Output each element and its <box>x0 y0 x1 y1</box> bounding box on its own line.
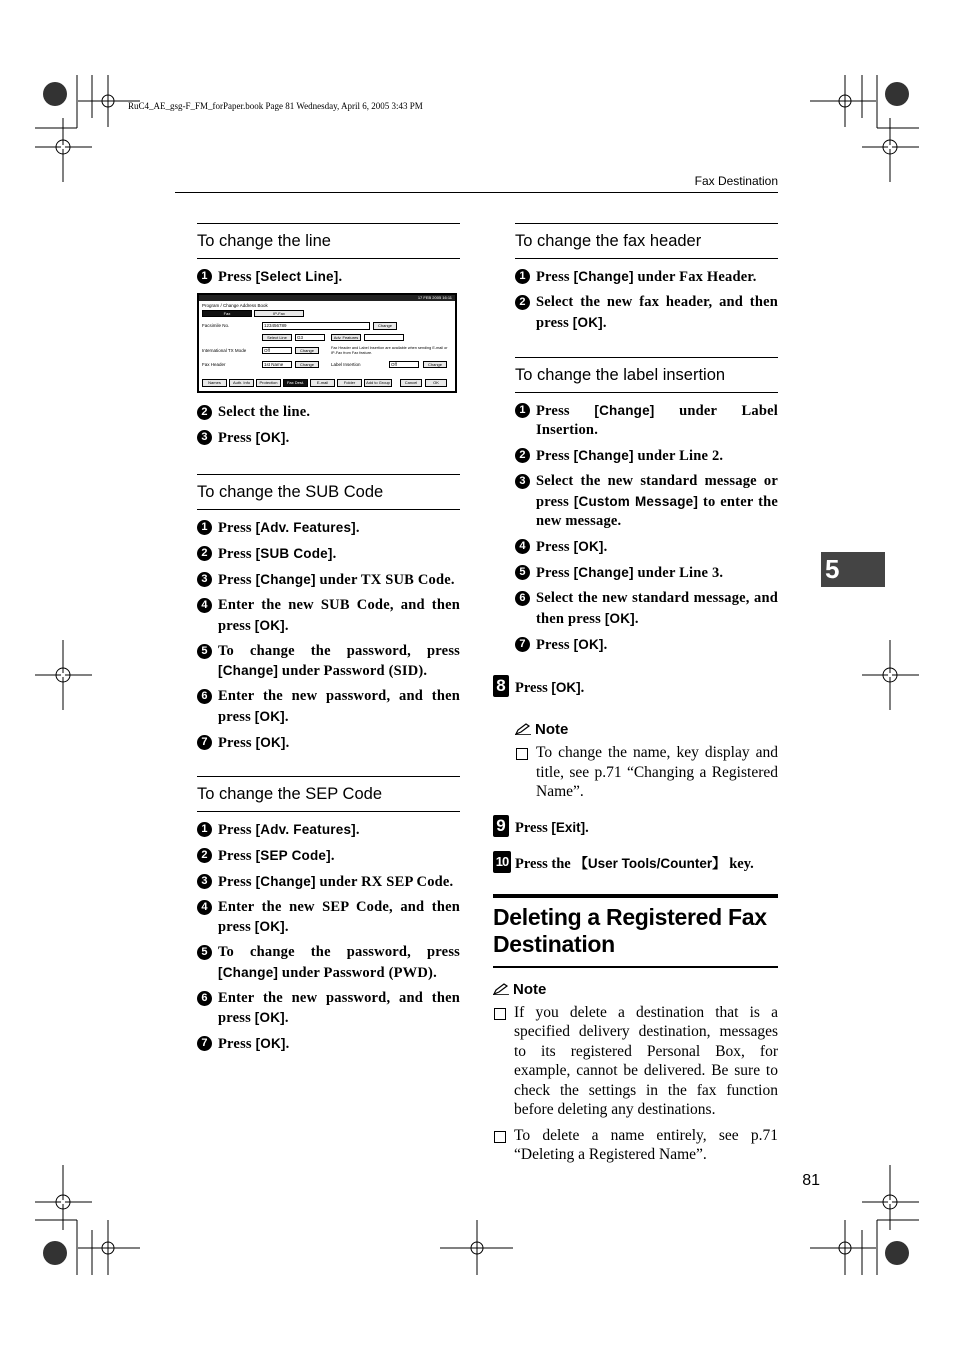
step-header-2: 2 Select the new fax header, and then press [OK]. <box>515 293 778 333</box>
screen-select-line-button[interactable]: Select Line <box>262 334 292 341</box>
screen-status-bar: 17 FEB 2005 16:11 <box>199 295 455 301</box>
right-column-main <box>493 678 778 1165</box>
step-press-ok: 3 Press [OK]. <box>197 428 460 449</box>
screen-fax-header-label: Fax Header <box>202 362 226 367</box>
section-title-label-insertion: To change the label insertion <box>515 357 778 393</box>
screen-tab-auth-info[interactable]: Auth. Info <box>229 379 254 387</box>
step-10: 10 Press the 【User Tools/Counter】 key. <box>493 854 778 874</box>
step-sep-3: 3 Press [Change] under RX SEP Code. <box>197 872 460 893</box>
chapter-tab: 5 <box>821 552 885 587</box>
screen-intl-label: International TX Mode <box>202 348 247 353</box>
step-sub-2: 2 Press [SUB Code]. <box>197 544 460 565</box>
step-label-7: 7 Press [OK]. <box>515 635 778 656</box>
step-9: 9 Press [Exit]. <box>493 818 778 838</box>
change-address-book-screenshot <box>197 293 457 393</box>
screen-adv-features-button[interactable]: Adv. Features <box>331 334 361 341</box>
step-press-select-line: 1 Press [Select Line]. <box>197 267 460 288</box>
screen-change-button[interactable]: Change <box>373 322 397 330</box>
screen-intl-change-button[interactable]: Change <box>295 347 319 354</box>
checkbox-bullet-icon <box>494 1131 506 1143</box>
note-name-change <box>515 720 778 802</box>
step-sep-7: 7 Press [OK]. <box>197 1034 460 1055</box>
step-sub-3: 3 Press [Change] under TX SUB Code. <box>197 570 460 591</box>
section-title-line: To change the line <box>197 223 460 259</box>
pencil-icon <box>493 983 509 995</box>
step-sub-5: 5 To change the password, press [Change] under Password (SID). <box>197 642 460 682</box>
step-sep-5: 5 To change the password, press [Change] under Password (PWD). <box>197 943 460 983</box>
screen-label-insertion-value: Off <box>389 361 419 368</box>
step-sub-1: 1 Press [Adv. Features]. <box>197 518 460 539</box>
screen-fax-no-label: Facsimile No. <box>202 323 230 328</box>
screen-ok-button[interactable]: OK <box>425 379 447 387</box>
step-sep-4: 4 Enter the new SEP Code, and then press [OK]. <box>197 898 460 938</box>
screen-fax-no-field[interactable]: 123456789 <box>262 322 370 330</box>
pencil-icon <box>515 723 531 735</box>
checkbox-bullet-icon <box>516 748 528 760</box>
step-label-1: 1 Press [Change] under Label Insertion. <box>515 401 778 441</box>
screen-tab-folder[interactable]: Folder <box>337 379 362 387</box>
book-info: RuC4_AE_gsg-F_FM_forPaper.book Page 81 Wednesday, April 6, 2005 3:43 PM <box>128 101 423 111</box>
left-column <box>197 223 460 1060</box>
section-title-fax-header: To change the fax header <box>515 223 778 259</box>
step-8: 8 Press [OK]. <box>493 678 778 698</box>
section-title-sep-code: To change the SEP Code <box>197 776 460 812</box>
screen-tab-ipfax[interactable]: IP-Fax <box>254 310 304 317</box>
step-sub-6: 6 Enter the new password, and then press [OK]. <box>197 687 460 727</box>
step-sep-1: 1 Press [Adv. Features]. <box>197 820 460 841</box>
screen-tab-fax[interactable]: Fax <box>202 310 252 317</box>
note-item: To change the name, key display and title, see p.71 “Changing a Registered Name”. <box>515 743 778 802</box>
step-label-5: 5 Press [Change] under Line 3. <box>515 563 778 584</box>
screen-label-insertion-label: Label Insertion <box>331 362 361 367</box>
screen-intl-value: Off <box>262 347 292 354</box>
screen-tab-email[interactable]: E-mail <box>310 379 335 387</box>
note-item: If you delete a destination that is a specified delivery destination, messages to its registered Personal Box, for example, cannot be delivered. Be sure to check the settings in the fax function before deleting any destinations. <box>493 1003 778 1120</box>
step-header-1: 1 Press [Change] under Fax Header. <box>515 267 778 288</box>
page-number: 81 <box>802 1172 820 1189</box>
screen-title: Program / Change Address Book <box>202 303 268 308</box>
step-sep-2: 2 Press [SEP Code]. <box>197 846 460 867</box>
screen-fax-header-change-button[interactable]: Change <box>295 361 319 368</box>
note-heading: Note <box>513 980 547 998</box>
screen-line-value: G3 <box>295 334 325 341</box>
screen-cancel-button[interactable]: Cancel <box>400 379 422 387</box>
note-deleting <box>493 980 778 1165</box>
step-select-line: 2 Select the line. <box>197 403 460 423</box>
screen-tab-names[interactable]: Names <box>202 379 227 387</box>
screen-info-text: Fax Header and Label Insertion are available when sending E-mail or IP-Fax from Fax feature. <box>331 346 448 355</box>
right-column-steps <box>515 223 778 661</box>
section-heading-deleting: Deleting a Registered Fax Destination <box>493 894 778 968</box>
checkbox-bullet-icon <box>494 1008 506 1020</box>
screen-tab-add-to-group[interactable]: Add to Group <box>364 379 392 387</box>
section-title-sub-code: To change the SUB Code <box>197 474 460 510</box>
note-item: To delete a name entirely, see p.71 “Deleting a Registered Name”. <box>493 1126 778 1165</box>
step-label-6: 6 Select the new standard message, and then press [OK]. <box>515 589 778 629</box>
step-label-4: 4 Press [OK]. <box>515 537 778 558</box>
running-head: Fax Destination <box>694 174 778 188</box>
screen-label-insertion-change-button[interactable]: Change <box>423 361 447 368</box>
step-sep-6: 6 Enter the new password, and then press [OK]. <box>197 989 460 1029</box>
screen-tab-fax-dest[interactable]: Fax Dest. <box>283 379 308 387</box>
header-rule <box>175 192 778 193</box>
screen-adv-value <box>364 334 404 341</box>
step-sub-7: 7 Press [OK]. <box>197 733 460 754</box>
step-label-2: 2 Press [Change] under Line 2. <box>515 446 778 467</box>
screen-tab-protection[interactable]: Protection <box>256 379 281 387</box>
note-heading: Note <box>535 721 569 738</box>
step-label-3: 3 Select the new standard message or press [Custom Message] to enter the new message. <box>515 472 778 532</box>
step-sub-4: 4 Enter the new SUB Code, and then press [OK]. <box>197 596 460 636</box>
screen-fax-header-value: 1st Name <box>262 361 292 368</box>
